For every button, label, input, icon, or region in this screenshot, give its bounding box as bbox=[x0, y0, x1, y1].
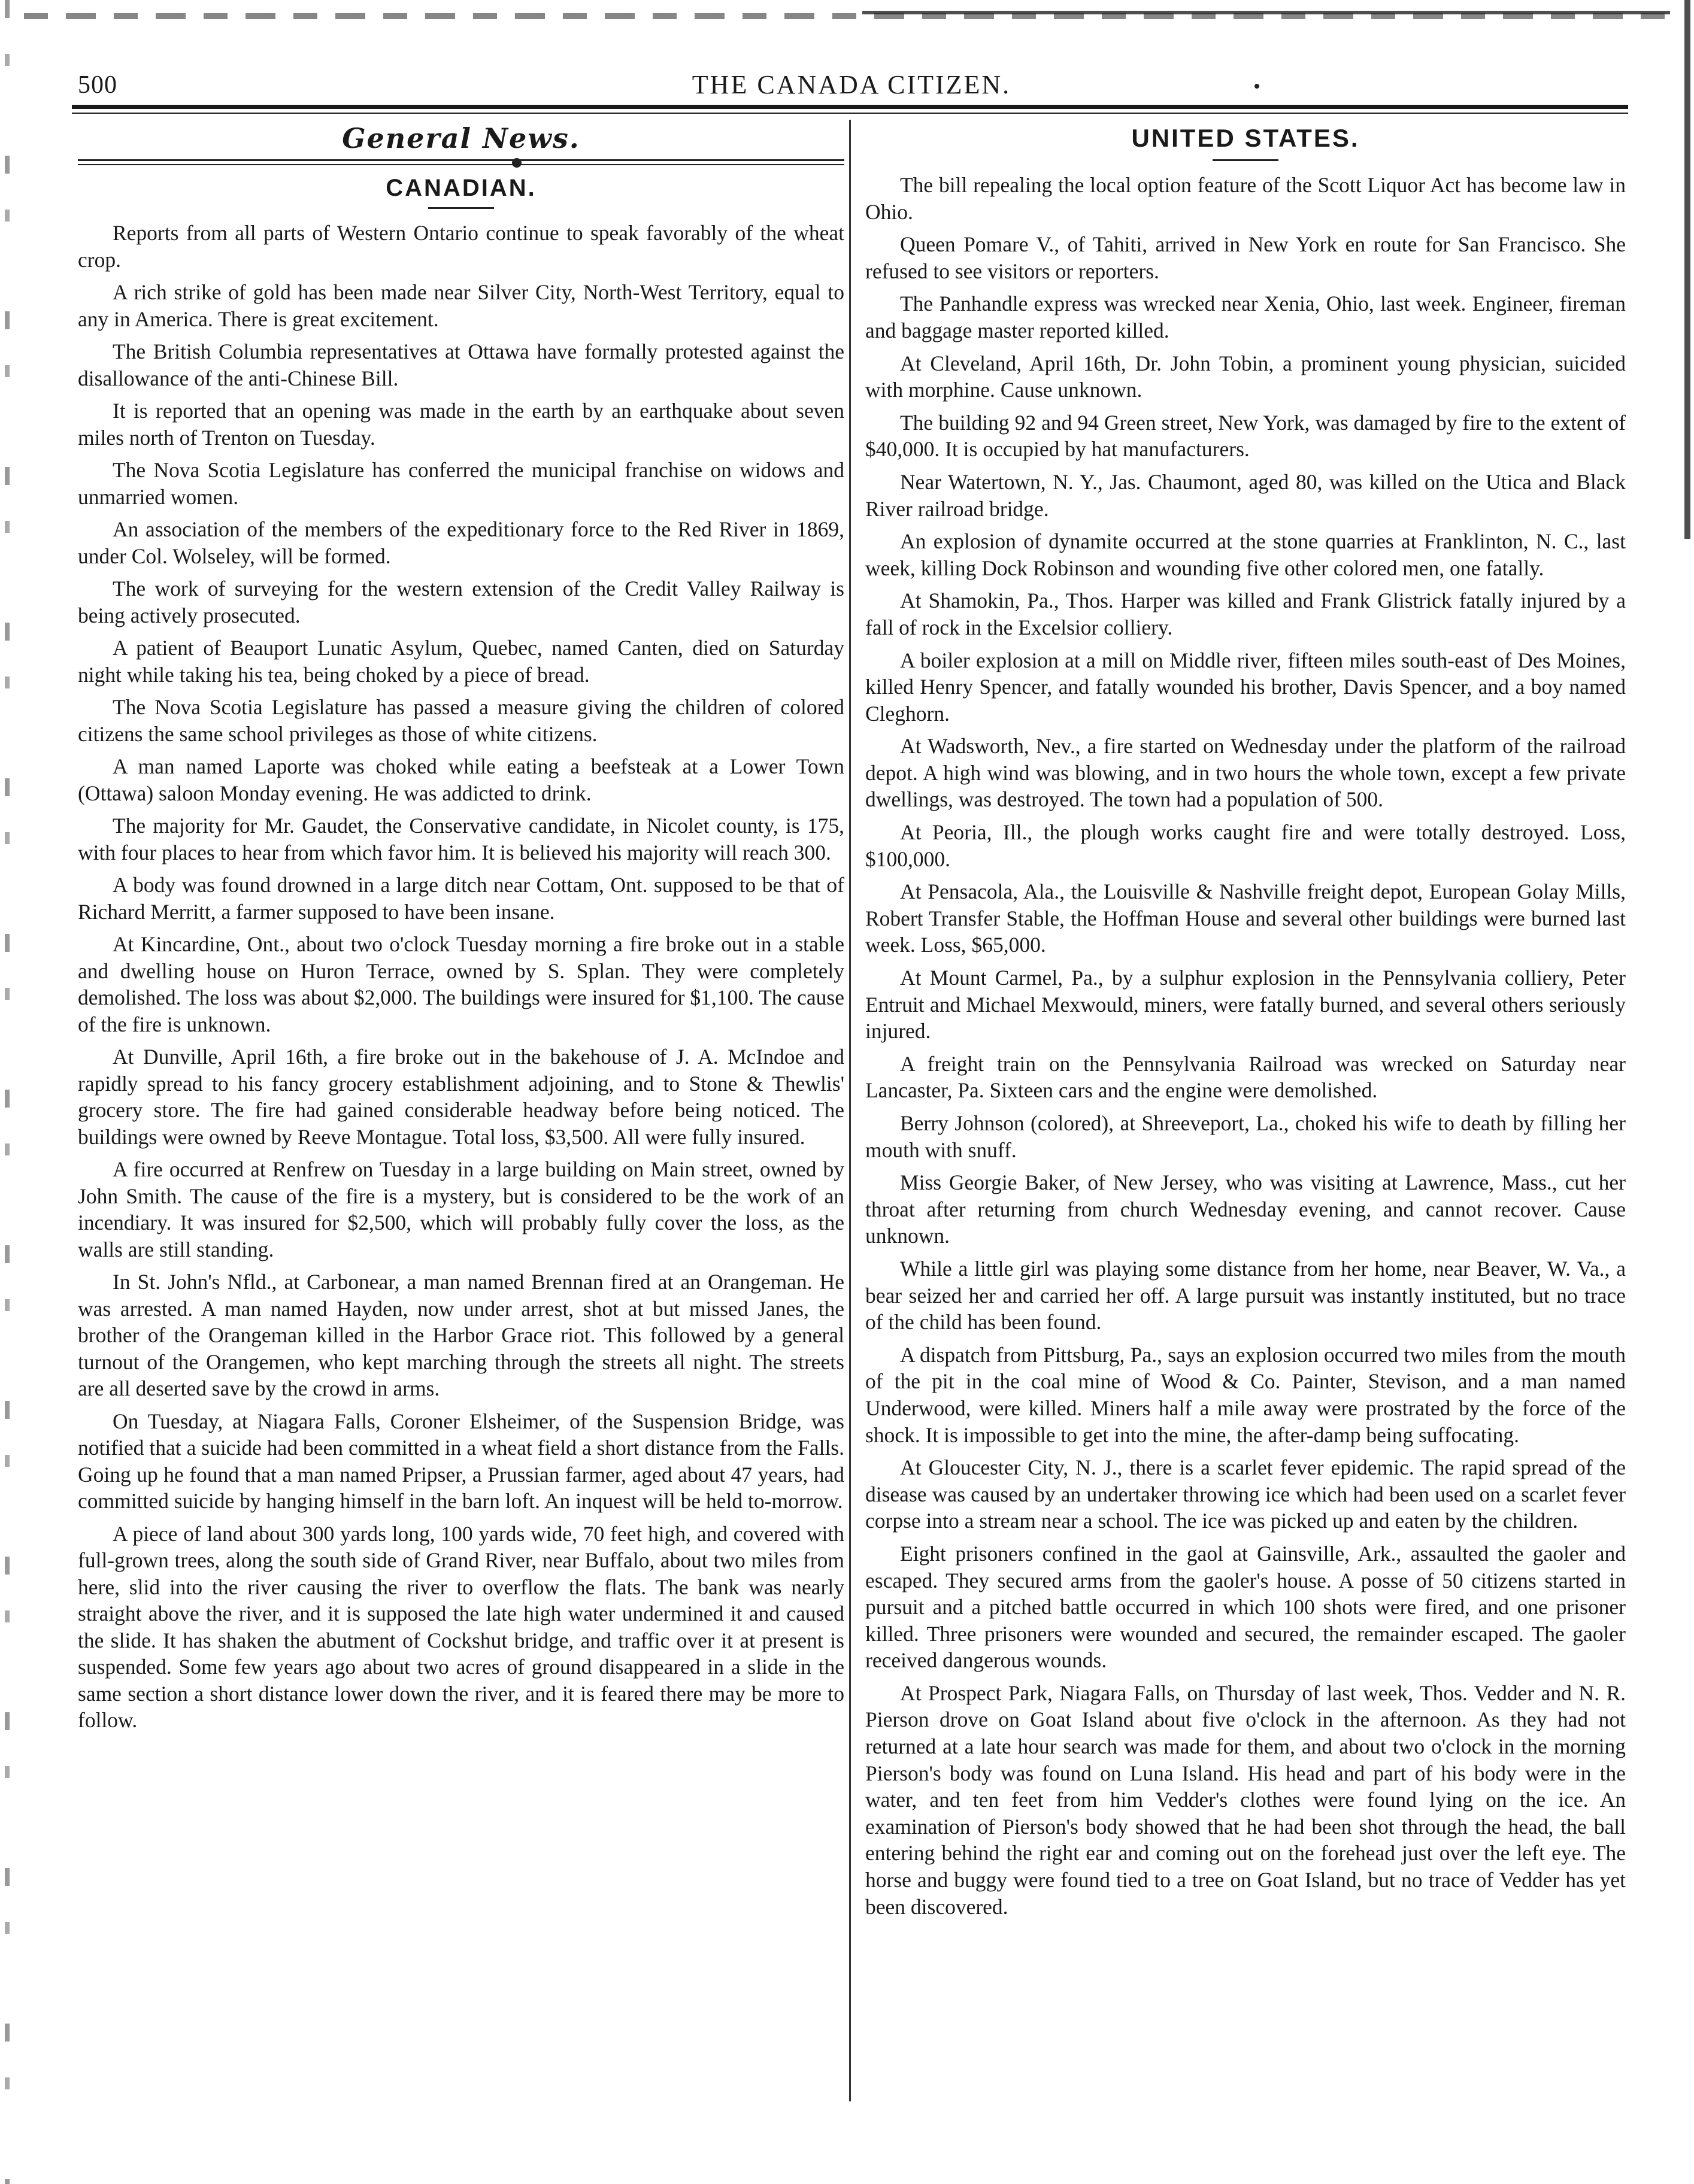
news-item: A piece of land about 300 yards long, 100 yards wide, 70 feet high, and covered with full-grown trees, along the south side of Grand River, near Buffalo, about two miles from here, slid into the river causing the river to overflow the flats. The bank was nearly straight above the river, and it is supposed the late high water undermined it and caused the slide. It has shaken the abutment of Cockshut bridge, and traffic over it at present is suspended. Some few years ago about two acres of ground disappeared in a slide in the same section a short distance lower down the river, and it is feared there may be more to follow. bbox=[78, 1521, 844, 1732]
news-item: A dispatch from Pittsburg, Pa., says an explosion occurred two miles from the mouth of the pit in the coal mine of Wood & Co. Painter, Stevison, and a man named Underwood, were killed. Miners half a mile away were prostrated by the force of the shock. It is impossible to get into the mine, the after-damp being suffocating. bbox=[865, 1342, 1626, 1447]
news-item: The Nova Scotia Legislature has conferred the municipal franchise on widows and unmarried women. bbox=[78, 458, 844, 509]
news-item: The Panhandle express was wrecked near Xenia, Ohio, last week. Engineer, fireman and baggage master reported killed. bbox=[865, 292, 1626, 342]
news-item: The Nova Scotia Legislature has passed a measure giving the children of colored citizens the same school privileges as those of white citizens. bbox=[78, 695, 844, 746]
scan-border-left bbox=[5, 0, 10, 2184]
column-divider bbox=[849, 120, 851, 2101]
news-item: At Wadsworth, Nev., a fire started on Wednesday under the platform of the railroad depot. A high wind was blowing, and in two hours the whole town, except a few private dwellings, was destroyed. The town had a population of 500. bbox=[865, 734, 1626, 812]
news-item: A fire occurred at Renfrew on Tuesday in a large building on Main street, owned by John Smith. The cause of the fire is a mystery, but is considered to be the work of an incendiary. It was insured for $2,500, which will probably fully cover the loss, as the walls are still standing. bbox=[78, 1157, 844, 1261]
news-item: It is reported that an opening was made in the earth by an earthquake about seven miles north of Trenton on Tuesday. bbox=[78, 399, 844, 450]
right-column bbox=[865, 120, 1626, 1926]
news-item: At Prospect Park, Niagara Falls, on Thursday of last week, Thos. Vedder and N. R. Pierson drove on Goat Island about five o'clock in the afternoon. As they had not returned at a late hour search was made for them, and about two o'clock in the morning Pierson's body was found on Luna Island. His head and part of his body were in the water, and ten feet from him Vedder's clothes were found lying on the ice. An examination of Pierson's body showed that he had been shot through the head, the ball entering behind the right ear and coming out on the forehead just over the left eye. The horse and buggy were found tied to a tree on Goat Island, but no trace of Vedder has yet been discovered. bbox=[865, 1681, 1626, 1919]
news-item: The majority for Mr. Gaudet, the Conservative candidate, in Nicolet county, is 175, with four places to hear from which favor him. It is believed his majority will reach 300. bbox=[78, 814, 844, 864]
masthead-dot bbox=[1254, 84, 1259, 89]
news-item: Berry Johnson (colored), at Shreeveport, La., choked his wife to death by filling her mouth with snuff. bbox=[865, 1111, 1626, 1162]
news-item: Eight prisoners confined in the gaol at Gainsville, Ark., assaulted the gaoler and escaped. They secured arms from the gaoler's house. A posse of 50 citizens started in pursuit and a pitched battle occurred in which 100 shots were fired, and one prisoner killed. Three prisoners were wounded and secured, the remainder escaped. The gaoler received dangerous wounds. bbox=[865, 1541, 1626, 1673]
news-item: An association of the members of the expeditionary force to the Red River in 1869, under Col. Wolseley, will be formed. bbox=[78, 517, 844, 568]
news-item: On Tuesday, at Niagara Falls, Coroner Elsheimer, of the Suspension Bridge, was notified that a suicide had been committed in a wheat field a short distance from the Falls. Going up he found that a man named Pripser, a Prussian farmer, aged about 47 years, had committed suicide by hanging himself in the barn loft. An inquest will be held to-morrow. bbox=[78, 1409, 844, 1513]
news-item: Reports from all parts of Western Ontario continue to speak favorably of the wheat crop. bbox=[78, 221, 844, 272]
news-item: Queen Pomare V., of Tahiti, arrived in New York en route for San Francisco. She refused to see visitors or reporters. bbox=[865, 232, 1626, 283]
section-rule-short bbox=[1213, 159, 1278, 161]
subsection-rule bbox=[428, 207, 494, 209]
news-item: At Mount Carmel, Pa., by a sulphur explosion in the Pennsylvania colliery, Peter Entruit and Michael Mexwould, miners, were fatally burned, and several others seriously injured. bbox=[865, 966, 1626, 1044]
left-column bbox=[78, 120, 844, 1740]
subsection-title-canadian: CANADIAN. bbox=[386, 175, 537, 201]
section-title-united-states: UNITED STATES. bbox=[1131, 124, 1360, 152]
section-rule bbox=[78, 158, 844, 166]
news-item: The building 92 and 94 Green street, New York, was damaged by fire to the extent of $40,000. It is occupied by hat manufacturers. bbox=[865, 410, 1626, 462]
page-number: 500 bbox=[78, 71, 117, 99]
news-item: At Pensacola, Ala., the Louisville & Nashville freight depot, European Golay Mills, Robert Transfer Stable, the Hoffman House and several other buildings were burned last week. Loss, $65,000. bbox=[865, 879, 1626, 957]
news-item: At Gloucester City, N. J., there is a scarlet fever epidemic. The rapid spread of the disease was caused by an undertaker throwing ice which had been used on a scarlet fever corpse into a stream near a school. The ice was picked up and eaten by the children. bbox=[865, 1455, 1626, 1533]
news-item: The British Columbia representatives at Ottawa have formally protested against the disallowance of the anti-Chinese Bill. bbox=[78, 339, 844, 390]
newspaper-title: THE CANADA CITIZEN. bbox=[692, 70, 1011, 99]
news-item: A patient of Beauport Lunatic Asylum, Quebec, named Canten, died on Saturday night while taking his tea, being choked by a piece of bread. bbox=[78, 636, 844, 687]
rule-bullet bbox=[512, 158, 522, 168]
masthead-rule-thin bbox=[72, 113, 1628, 114]
news-item: At Kincardine, Ont., about two o'clock Tuesday morning a fire broke out in a stable and dwelling house on Huron Terrace, owned by S. Splan. They were completely demolished. The loss was about $2,000. The buildings were insured for $1,100. The cause of the fire is unknown. bbox=[78, 932, 844, 1036]
news-item: At Dunville, April 16th, a fire broke out in the bakehouse of J. A. McIndoe and rapidly spread to his fancy grocery establishment adjoining, and to Stone & Thewlis' grocery store. The fire had gained considerable headway before being noticed. The buildings were owned by Reeve Montague. Total loss, $3,500. All were fully insured. bbox=[78, 1045, 844, 1149]
news-item: A man named Laporte was choked while eating a beefsteak at a Lower Town (Ottawa) saloon Monday evening. He was addicted to drink. bbox=[78, 754, 844, 805]
section-title-general-news: General News. bbox=[342, 122, 580, 154]
news-item: The work of surveying for the western extension of the Credit Valley Railway is being actively prosecuted. bbox=[78, 577, 844, 627]
news-item: At Shamokin, Pa., Thos. Harper was killed and Frank Glistrick fatally injured by a fall of rock in the Excelsior colliery. bbox=[865, 589, 1626, 639]
news-item: The bill repealing the local option feature of the Scott Liquor Act has become law in Ohio. bbox=[865, 173, 1626, 224]
news-item: A freight train on the Pennsylvania Railroad was wrecked on Saturday near Lancaster, Pa. Sixteen cars and the engine were demolished. bbox=[865, 1051, 1626, 1103]
news-item: In St. John's Nfld., at Carbonear, a man named Brennan fired at an Orangeman. He was arrested. A man named Hayden, now under arrest, shot at but missed Janes, the brother of the Orangeman killed in the Harbor Grace riot. This followed by a general turnout of the Orangemen, who kept marching through the streets all night. The streets are all deserted save by the crowd in arms. bbox=[78, 1270, 844, 1400]
news-item: At Cleveland, April 16th, Dr. John Tobin, a prominent young physician, suicided with morphine. Cause unknown. bbox=[865, 351, 1626, 402]
news-item: Miss Georgie Baker, of New Jersey, who was visiting at Lawrence, Mass., cut her throat after returning from church Wednesday evening, and cannot recover. Cause unknown. bbox=[865, 1170, 1626, 1248]
masthead bbox=[78, 66, 1625, 108]
news-item: While a little girl was playing some distance from her home, near Beaver, W. Va., a bear seized her and carried her off. A large pursuit was instantly instituted, but no trace of the child has been found. bbox=[865, 1256, 1626, 1334]
news-item: Near Watertown, N. Y., Jas. Chaumont, aged 80, was killed on the Utica and Black River railroad bridge. bbox=[865, 469, 1626, 521]
news-item: At Peoria, Ill., the plough works caught fire and were totally destroyed. Loss, $100,000. bbox=[865, 820, 1626, 871]
masthead-rule bbox=[72, 105, 1628, 109]
scan-border-top-solid bbox=[862, 11, 1670, 14]
news-item: A body was found drowned in a large ditch near Cottam, Ont. supposed to be that of Richard Merritt, a farmer supposed to have been insane. bbox=[78, 873, 844, 924]
scan-border-right bbox=[1684, 0, 1690, 539]
news-item: A boiler explosion at a mill on Middle river, fifteen miles south-east of Des Moines, killed Henry Spencer, and fatally wounded his brother, Davis Spencer, and a boy named Cleghorn. bbox=[865, 648, 1626, 726]
news-item: A rich strike of gold has been made near Silver City, North-West Territory, equal to any in America. There is great excitement. bbox=[78, 280, 844, 331]
news-item: An explosion of dynamite occurred at the stone quarries at Franklinton, N. C., last week, killing Dock Robinson and wounding five other colored men, one fatally. bbox=[865, 529, 1626, 580]
